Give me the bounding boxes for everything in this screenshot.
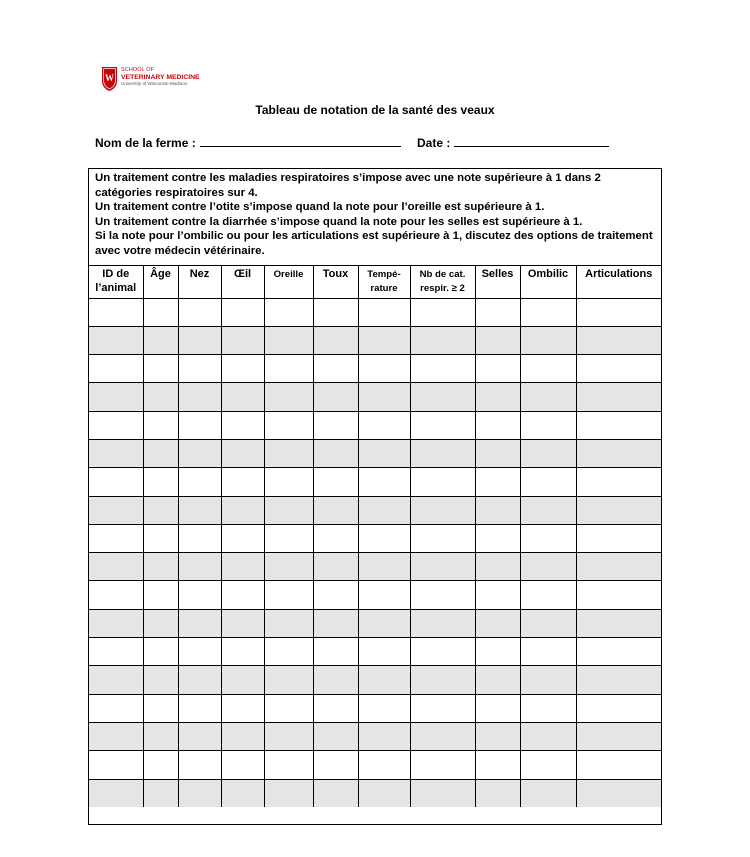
table-row <box>89 383 661 411</box>
table-row <box>89 666 661 694</box>
table-cell[interactable] <box>264 496 313 524</box>
table-cell[interactable] <box>475 779 520 807</box>
table-cell[interactable] <box>178 524 221 552</box>
table-cell[interactable] <box>264 411 313 439</box>
table-cell[interactable] <box>143 609 178 637</box>
table-cell[interactable] <box>520 694 576 722</box>
table-cell[interactable] <box>358 411 410 439</box>
table-cell[interactable] <box>221 779 264 807</box>
table-row <box>89 581 661 609</box>
table-cell[interactable] <box>576 666 661 694</box>
table-cell[interactable] <box>264 722 313 750</box>
table-cell[interactable] <box>313 524 358 552</box>
table-cell[interactable] <box>264 468 313 496</box>
table-cell[interactable] <box>358 666 410 694</box>
table-cell[interactable] <box>178 779 221 807</box>
table-cell[interactable] <box>520 751 576 779</box>
table-cell[interactable] <box>358 326 410 354</box>
table-cell[interactable] <box>520 326 576 354</box>
table-row <box>89 298 661 326</box>
table-body <box>89 298 661 807</box>
table-cell[interactable] <box>576 722 661 750</box>
table-cell[interactable] <box>178 722 221 750</box>
table-cell[interactable] <box>89 751 143 779</box>
table-cell[interactable] <box>475 694 520 722</box>
instruction-respiratory: Un traitement contre les maladies respiratoires s’impose avec une note supérieure à 1 dans 2 catégories respiratoires sur 4. <box>95 172 601 199</box>
table-cell[interactable] <box>89 298 143 326</box>
table-cell[interactable] <box>576 609 661 637</box>
table-cell[interactable] <box>358 581 410 609</box>
table-cell[interactable] <box>143 383 178 411</box>
table-cell[interactable] <box>264 326 313 354</box>
table-cell[interactable] <box>576 524 661 552</box>
instruction-navel-joints: Si la note pour l’ombilic ou pour les articulations est supérieure à 1, discutez des options de traitement avec votre médecin vétérinaire. <box>95 230 653 257</box>
table-cell[interactable] <box>475 524 520 552</box>
table-cell[interactable] <box>264 383 313 411</box>
table-cell[interactable] <box>410 751 475 779</box>
table-cell[interactable] <box>313 779 358 807</box>
table-cell[interactable] <box>410 694 475 722</box>
table-cell[interactable] <box>221 638 264 666</box>
logo-school-name: VETERINARY MEDICINE <box>121 73 200 81</box>
table-cell[interactable] <box>520 553 576 581</box>
table-cell[interactable] <box>313 439 358 467</box>
table-cell[interactable] <box>410 666 475 694</box>
table-cell[interactable] <box>410 581 475 609</box>
table-cell[interactable] <box>475 609 520 637</box>
table-cell[interactable] <box>178 638 221 666</box>
table-cell[interactable] <box>89 666 143 694</box>
table-cell[interactable] <box>143 298 178 326</box>
table-cell[interactable] <box>89 439 143 467</box>
table-cell[interactable] <box>520 298 576 326</box>
table-cell[interactable] <box>358 722 410 750</box>
table-cell[interactable] <box>143 496 178 524</box>
table-cell[interactable] <box>313 581 358 609</box>
table-cell[interactable] <box>178 581 221 609</box>
table-cell[interactable] <box>313 722 358 750</box>
table-cell[interactable] <box>221 751 264 779</box>
table-cell[interactable] <box>358 609 410 637</box>
table-row <box>89 779 661 807</box>
table-cell[interactable] <box>89 524 143 552</box>
table-row <box>89 694 661 722</box>
col-header-resp-categories: Nb de cat. respir. ≥ 2 <box>410 266 475 298</box>
table-cell[interactable] <box>410 383 475 411</box>
farm-name-field[interactable] <box>95 136 401 150</box>
instruction-ear: Un traitement contre l’otite s’impose quand la note pour l’oreille est supérieure à 1. <box>95 201 545 214</box>
table-cell[interactable] <box>221 326 264 354</box>
table-cell[interactable] <box>410 326 475 354</box>
table-cell[interactable] <box>313 666 358 694</box>
table-cell[interactable] <box>520 496 576 524</box>
table-cell[interactable] <box>576 298 661 326</box>
table-cell[interactable] <box>264 581 313 609</box>
table-cell[interactable] <box>576 411 661 439</box>
col-header-nose: Nez <box>178 266 221 298</box>
table-row <box>89 468 661 496</box>
table-cell[interactable] <box>178 411 221 439</box>
table-cell[interactable] <box>89 609 143 637</box>
table-cell[interactable] <box>520 439 576 467</box>
table-cell[interactable] <box>264 694 313 722</box>
page-title: Tableau de notation de la santé des veaux <box>255 103 495 117</box>
table-cell[interactable] <box>358 439 410 467</box>
table-cell[interactable] <box>358 524 410 552</box>
table-cell[interactable] <box>143 439 178 467</box>
table-cell[interactable] <box>143 638 178 666</box>
table-cell[interactable] <box>178 439 221 467</box>
table-cell[interactable] <box>576 439 661 467</box>
table-cell[interactable] <box>143 581 178 609</box>
table-cell[interactable] <box>313 298 358 326</box>
table-row <box>89 439 661 467</box>
table-cell[interactable] <box>264 638 313 666</box>
col-header-navel: Ombilic <box>520 266 576 298</box>
table-cell[interactable] <box>358 298 410 326</box>
table-cell[interactable] <box>143 666 178 694</box>
table-cell[interactable] <box>475 553 520 581</box>
table-cell[interactable] <box>264 298 313 326</box>
table-cell[interactable] <box>89 496 143 524</box>
table-cell[interactable] <box>178 383 221 411</box>
table-cell[interactable] <box>178 609 221 637</box>
table-cell[interactable] <box>475 298 520 326</box>
table-cell[interactable] <box>221 553 264 581</box>
table-row <box>89 553 661 581</box>
logo-university: University of Wisconsin-Madison <box>121 81 188 87</box>
table-cell[interactable] <box>475 383 520 411</box>
table-cell[interactable] <box>89 581 143 609</box>
table-cell[interactable] <box>221 609 264 637</box>
table-cell[interactable] <box>264 524 313 552</box>
table-cell[interactable] <box>410 468 475 496</box>
table-cell[interactable] <box>264 751 313 779</box>
table-cell[interactable] <box>143 411 178 439</box>
table-cell[interactable] <box>313 609 358 637</box>
table-cell[interactable] <box>178 326 221 354</box>
table-cell[interactable] <box>520 779 576 807</box>
table-cell[interactable] <box>313 383 358 411</box>
table-cell[interactable] <box>576 779 661 807</box>
table-cell[interactable] <box>475 666 520 694</box>
logo-school-of: SCHOOL OF <box>121 67 155 73</box>
table-cell[interactable] <box>313 694 358 722</box>
table-cell[interactable] <box>89 411 143 439</box>
table-cell[interactable] <box>143 355 178 383</box>
table-cell[interactable] <box>410 553 475 581</box>
table-cell[interactable] <box>143 553 178 581</box>
table-row <box>89 355 661 383</box>
table-cell[interactable] <box>520 638 576 666</box>
table-cell[interactable] <box>520 609 576 637</box>
table-cell[interactable] <box>475 355 520 383</box>
table-cell[interactable] <box>221 411 264 439</box>
table-row <box>89 524 661 552</box>
table-row <box>89 722 661 750</box>
table-cell[interactable] <box>410 638 475 666</box>
table-cell[interactable] <box>143 326 178 354</box>
table-row <box>89 496 661 524</box>
table-cell[interactable] <box>221 496 264 524</box>
logo-text <box>121 68 200 87</box>
logo <box>101 66 200 96</box>
col-header-eye: Œil <box>221 266 264 298</box>
table-cell[interactable] <box>89 694 143 722</box>
table-cell[interactable] <box>89 722 143 750</box>
table-cell[interactable] <box>475 722 520 750</box>
table-cell[interactable] <box>520 468 576 496</box>
table-cell[interactable] <box>313 468 358 496</box>
table-cell[interactable] <box>358 468 410 496</box>
table-row <box>89 411 661 439</box>
table-cell[interactable] <box>221 383 264 411</box>
table-cell[interactable] <box>143 524 178 552</box>
table-cell[interactable] <box>410 609 475 637</box>
table-cell[interactable] <box>475 326 520 354</box>
table-cell[interactable] <box>475 581 520 609</box>
university-shield-icon <box>101 66 118 92</box>
table-cell[interactable] <box>358 355 410 383</box>
table-cell[interactable] <box>178 553 221 581</box>
table-cell[interactable] <box>264 355 313 383</box>
table-cell[interactable] <box>178 355 221 383</box>
table-cell[interactable] <box>89 779 143 807</box>
table-cell[interactable] <box>143 722 178 750</box>
table-cell[interactable] <box>143 751 178 779</box>
table-cell[interactable] <box>358 751 410 779</box>
scoring-sheet <box>88 168 662 825</box>
farm-name-label: Nom de la ferme : <box>95 136 196 150</box>
col-header-cough: Toux <box>313 266 358 298</box>
table-cell[interactable] <box>313 411 358 439</box>
table-cell[interactable] <box>89 468 143 496</box>
table-cell[interactable] <box>576 751 661 779</box>
table-cell[interactable] <box>178 298 221 326</box>
table-cell[interactable] <box>410 439 475 467</box>
table-cell[interactable] <box>358 553 410 581</box>
table-cell[interactable] <box>221 355 264 383</box>
table-cell[interactable] <box>576 581 661 609</box>
table-cell[interactable] <box>475 638 520 666</box>
table-cell[interactable] <box>264 779 313 807</box>
table-cell[interactable] <box>221 581 264 609</box>
table-cell[interactable] <box>520 524 576 552</box>
table-cell[interactable] <box>89 383 143 411</box>
table-cell[interactable] <box>520 581 576 609</box>
table-cell[interactable] <box>410 779 475 807</box>
table-cell[interactable] <box>313 326 358 354</box>
table-cell[interactable] <box>221 666 264 694</box>
table-cell[interactable] <box>221 694 264 722</box>
table-cell[interactable] <box>475 496 520 524</box>
table-cell[interactable] <box>313 355 358 383</box>
table-cell[interactable] <box>576 468 661 496</box>
table-cell[interactable] <box>410 298 475 326</box>
table-cell[interactable] <box>143 779 178 807</box>
table-cell[interactable] <box>475 751 520 779</box>
table-cell[interactable] <box>313 553 358 581</box>
table-row <box>89 751 661 779</box>
table-cell[interactable] <box>475 411 520 439</box>
table-cell[interactable] <box>89 638 143 666</box>
table-cell[interactable] <box>264 553 313 581</box>
table-cell[interactable] <box>410 524 475 552</box>
table-cell[interactable] <box>358 779 410 807</box>
table-cell[interactable] <box>89 326 143 354</box>
table-cell[interactable] <box>221 439 264 467</box>
date-field[interactable] <box>417 136 609 150</box>
table-cell[interactable] <box>143 694 178 722</box>
table-cell[interactable] <box>358 694 410 722</box>
table-cell[interactable] <box>576 355 661 383</box>
table-cell[interactable] <box>89 355 143 383</box>
table-cell[interactable] <box>520 355 576 383</box>
table-cell[interactable] <box>520 722 576 750</box>
table-cell[interactable] <box>410 496 475 524</box>
table-cell[interactable] <box>178 751 221 779</box>
table-cell[interactable] <box>576 496 661 524</box>
table-row <box>89 609 661 637</box>
table-cell[interactable] <box>264 439 313 467</box>
table-row <box>89 326 661 354</box>
farm-name-blank[interactable] <box>200 136 401 147</box>
table-cell[interactable] <box>520 666 576 694</box>
table-cell[interactable] <box>178 468 221 496</box>
table-cell[interactable] <box>576 383 661 411</box>
table-cell[interactable] <box>221 468 264 496</box>
svg-text:W: W <box>105 73 114 83</box>
table-cell[interactable] <box>576 326 661 354</box>
col-header-age: Âge <box>143 266 178 298</box>
instructions-box <box>89 169 661 266</box>
table-cell[interactable] <box>576 694 661 722</box>
table-cell[interactable] <box>264 609 313 637</box>
table-cell[interactable] <box>358 496 410 524</box>
col-header-joints: Articulations <box>576 266 661 298</box>
table-cell[interactable] <box>178 496 221 524</box>
table-cell[interactable] <box>313 496 358 524</box>
table-cell[interactable] <box>221 298 264 326</box>
table-cell[interactable] <box>89 553 143 581</box>
date-label: Date : <box>417 136 451 150</box>
table-cell[interactable] <box>410 355 475 383</box>
table-header-row <box>89 266 661 298</box>
table-cell[interactable] <box>178 694 221 722</box>
table-cell[interactable] <box>520 411 576 439</box>
col-header-temperature: Tempé- rature <box>358 266 410 298</box>
table-cell[interactable] <box>178 666 221 694</box>
table-cell[interactable] <box>475 468 520 496</box>
table-cell[interactable] <box>520 383 576 411</box>
table-cell[interactable] <box>410 411 475 439</box>
table-row <box>89 638 661 666</box>
scoring-table <box>89 266 661 807</box>
table-cell[interactable] <box>358 638 410 666</box>
col-header-feces: Selles <box>475 266 520 298</box>
instruction-diarrhea: Un traitement contre la diarrhée s’impose quand la note pour les selles est supérieure à 1. <box>95 215 583 228</box>
table-cell[interactable] <box>410 722 475 750</box>
table-cell[interactable] <box>576 638 661 666</box>
table-cell[interactable] <box>475 439 520 467</box>
date-blank[interactable] <box>454 136 609 147</box>
table-cell[interactable] <box>264 666 313 694</box>
table-cell[interactable] <box>221 524 264 552</box>
table-cell[interactable] <box>221 722 264 750</box>
table-cell[interactable] <box>313 638 358 666</box>
table-cell[interactable] <box>143 468 178 496</box>
col-header-ear: Oreille <box>264 266 313 298</box>
table-cell[interactable] <box>358 383 410 411</box>
col-header-animal-id: ID de l’animal <box>89 266 143 298</box>
table-cell[interactable] <box>313 751 358 779</box>
table-cell[interactable] <box>576 553 661 581</box>
